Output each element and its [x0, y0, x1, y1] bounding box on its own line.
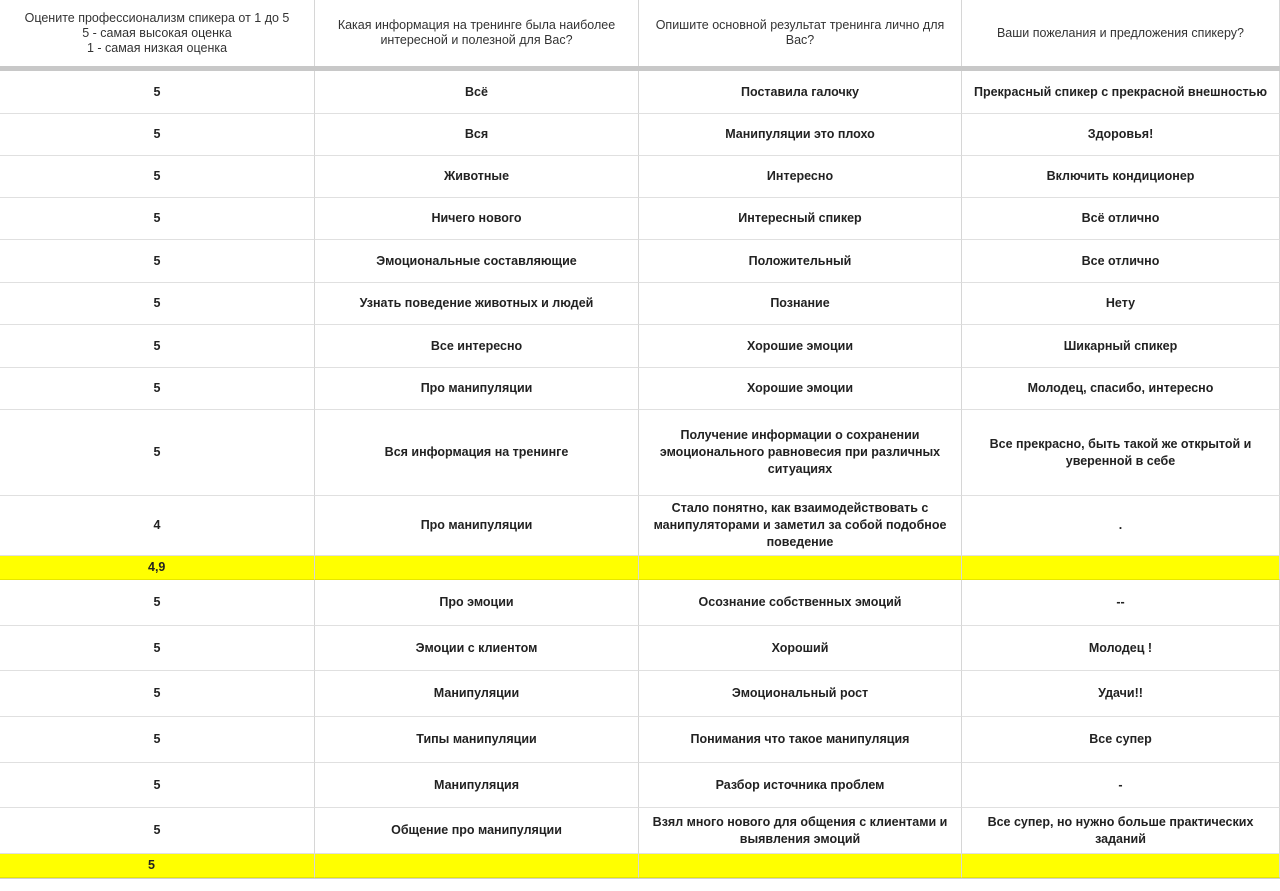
table-cell[interactable]: Эмоциональный рост [639, 671, 962, 717]
table-cell[interactable]: Узнать поведение животных и людей [315, 283, 639, 325]
table-cell[interactable]: - [962, 763, 1280, 808]
table-cell[interactable]: Получение информации о сохранении эмоционального равновесия при различных ситуациях [639, 410, 962, 496]
table-cell[interactable]: Удачи!! [962, 671, 1280, 717]
table-cell[interactable]: Манипуляции [315, 671, 639, 717]
average-cell[interactable]: 4,9 [0, 556, 315, 580]
table-cell[interactable]: 5 [0, 198, 315, 240]
table-cell[interactable]: 5 [0, 626, 315, 671]
table-cell[interactable]: 5 [0, 240, 315, 283]
table-cell[interactable]: 5 [0, 763, 315, 808]
table-cell[interactable]: Интересный спикер [639, 198, 962, 240]
table-cell[interactable]: Всё [315, 71, 639, 114]
table-cell[interactable]: Хороший [639, 626, 962, 671]
average-cell[interactable]: 5 [0, 854, 315, 878]
table-cell[interactable]: Стало понятно, как взаимодействовать с манипуляторами и заметил за собой подобное поведение [639, 496, 962, 556]
table-cell[interactable]: 5 [0, 156, 315, 198]
table-cell[interactable]: Хорошие эмоции [639, 368, 962, 410]
table-cell[interactable]: Вся [315, 114, 639, 156]
table-cell[interactable]: Эмоциональные составляющие [315, 240, 639, 283]
table-cell[interactable]: Понимания что такое манипуляция [639, 717, 962, 763]
table-cell[interactable]: Прекрасный спикер с прекрасной внешностью [962, 71, 1280, 114]
table-cell[interactable]: Про эмоции [315, 580, 639, 626]
table-cell[interactable]: 5 [0, 114, 315, 156]
highlight-cell[interactable] [639, 556, 962, 580]
table-cell[interactable]: Про манипуляции [315, 496, 639, 556]
table-cell[interactable]: Познание [639, 283, 962, 325]
table-cell[interactable]: Вся информация на тренинге [315, 410, 639, 496]
table-cell[interactable]: Про манипуляции [315, 368, 639, 410]
table-cell[interactable]: Все супер, но нужно больше практических заданий [962, 808, 1280, 854]
table-cell[interactable]: Нету [962, 283, 1280, 325]
table-cell[interactable]: Всё отлично [962, 198, 1280, 240]
table-cell[interactable]: -- [962, 580, 1280, 626]
table-cell[interactable]: Осознание собственных эмоций [639, 580, 962, 626]
table-cell[interactable]: 5 [0, 325, 315, 368]
table-cell[interactable]: 5 [0, 368, 315, 410]
table-cell[interactable]: Шикарный спикер [962, 325, 1280, 368]
table-cell[interactable]: Здоровья! [962, 114, 1280, 156]
table-cell[interactable]: . [962, 496, 1280, 556]
highlight-cell[interactable] [962, 556, 1280, 580]
table-cell[interactable]: Манипуляция [315, 763, 639, 808]
table-cell[interactable]: 5 [0, 71, 315, 114]
table-cell[interactable]: Интересно [639, 156, 962, 198]
table-cell[interactable]: Типы манипуляции [315, 717, 639, 763]
table-cell[interactable]: Включить кондиционер [962, 156, 1280, 198]
table-cell[interactable]: 5 [0, 283, 315, 325]
table-cell[interactable]: Молодец, спасибо, интересно [962, 368, 1280, 410]
highlight-cell[interactable] [639, 854, 962, 878]
table-cell[interactable]: Взял много нового для общения с клиентами и выявления эмоций [639, 808, 962, 854]
table-cell[interactable]: Манипуляции это плохо [639, 114, 962, 156]
table-cell[interactable]: Молодец ! [962, 626, 1280, 671]
empty-row [0, 878, 1280, 891]
table-cell[interactable]: 5 [0, 410, 315, 496]
table-cell[interactable]: 5 [0, 717, 315, 763]
table-cell[interactable]: Эмоции с клиентом [315, 626, 639, 671]
table-cell[interactable]: Положительный [639, 240, 962, 283]
table-cell[interactable]: Все супер [962, 717, 1280, 763]
table-cell[interactable]: Поставила галочку [639, 71, 962, 114]
table-cell[interactable]: Все отлично [962, 240, 1280, 283]
table-cell[interactable]: Все прекрасно, быть такой же открытой и уверенной в себе [962, 410, 1280, 496]
highlight-cell[interactable] [962, 854, 1280, 878]
table-cell[interactable]: 5 [0, 580, 315, 626]
header-result[interactable]: Опишите основной результат тренинга лично для Вас? [639, 0, 962, 66]
header-rating[interactable]: Оцените профессионализм спикера от 1 до 5 5 - самая высокая оценка 1 - самая низкая оценка [0, 0, 315, 66]
table-cell[interactable]: Все интересно [315, 325, 639, 368]
header-suggestions[interactable]: Ваши пожелания и предложения спикеру? [962, 0, 1280, 66]
table-cell[interactable]: Разбор источника проблем [639, 763, 962, 808]
header-interesting-info[interactable]: Какая информация на тренинге была наиболее интересной и полезной для Вас? [315, 0, 639, 66]
table-cell[interactable]: Ничего нового [315, 198, 639, 240]
table-cell[interactable]: Общение про манипуляции [315, 808, 639, 854]
table-cell[interactable]: 5 [0, 808, 315, 854]
table-cell[interactable]: 5 [0, 671, 315, 717]
table-cell[interactable]: 4 [0, 496, 315, 556]
highlight-cell[interactable] [315, 556, 639, 580]
highlight-cell[interactable] [315, 854, 639, 878]
table-cell[interactable]: Хорошие эмоции [639, 325, 962, 368]
table-cell[interactable]: Животные [315, 156, 639, 198]
